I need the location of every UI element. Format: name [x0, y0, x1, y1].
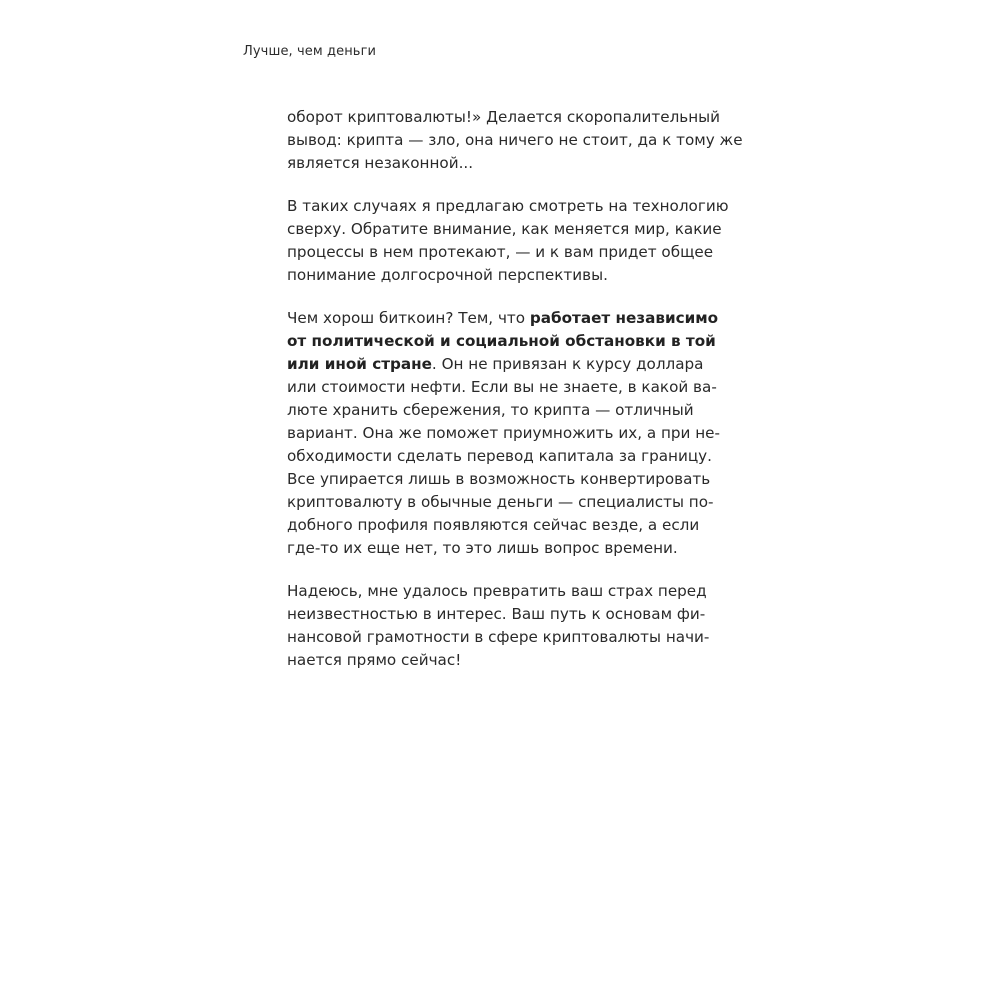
text-run: нансовой грамотности в сфере криптовалюты начи- [287, 628, 710, 646]
text-run: или стоимости нефти. Если вы не знаете, в какой ва- [287, 378, 717, 396]
text-line [287, 445, 742, 468]
text-line [287, 264, 742, 287]
text-line [287, 376, 742, 399]
paragraph [287, 106, 742, 175]
paragraph [287, 307, 742, 560]
text-run: процессы в нем протекают, — и к вам придет общее [287, 243, 714, 261]
bold-text-run: от политической и социальной обстановки в той [287, 332, 716, 350]
text-line [287, 422, 742, 445]
text-line [287, 152, 742, 175]
text-line [287, 491, 742, 514]
text-line [287, 330, 742, 353]
text-line [287, 106, 742, 129]
text-run: понимание долгосрочной перспективы. [287, 266, 608, 284]
text-run: криптовалюту в обычные деньги — специалисты по- [287, 493, 714, 511]
running-header: Лучше, чем деньги [243, 44, 377, 59]
text-run: вариант. Она же поможет приумножить их, а при не- [287, 424, 721, 442]
text-line [287, 580, 742, 603]
text-run: нается прямо сейчас! [287, 651, 462, 669]
text-line [287, 537, 742, 560]
bold-text-run: работает независимо [529, 309, 719, 327]
text-run: где-то их еще нет, то это лишь вопрос времени. [287, 539, 678, 557]
bold-text-run: или иной стране [287, 355, 432, 373]
text-line [287, 649, 742, 672]
text-run: люте хранить сбережения, то крипта — отличный [287, 401, 694, 419]
text-line [287, 218, 742, 241]
body-text [287, 106, 742, 692]
text-run: Надеюсь, мне удалось превратить ваш страх перед [287, 582, 707, 600]
text-run: Все упирается лишь в возможность конвертировать [287, 470, 711, 488]
text-line [287, 514, 742, 537]
text-line [287, 195, 742, 218]
text-line [287, 603, 742, 626]
text-line [287, 468, 742, 491]
text-run: является незаконной... [287, 154, 474, 172]
text-run: оборот криптовалюты!» Делается скоропалительный [287, 108, 721, 126]
text-line [287, 626, 742, 649]
text-line [287, 353, 742, 376]
text-run: неизвестностью в интерес. Ваш путь к основам фи- [287, 605, 706, 623]
text-line [287, 129, 742, 152]
text-run: сверху. Обратите внимание, как меняется мир, какие [287, 220, 722, 238]
text-run: вывод: крипта — зло, она ничего не стоит, да к тому же [287, 131, 743, 149]
text-run: обходимости сделать перевод капитала за границу. [287, 447, 712, 465]
text-run: добного профиля появляются сейчас везде, а если [287, 516, 700, 534]
paragraph [287, 580, 742, 672]
paragraph [287, 195, 742, 287]
text-run: Чем хорош биткоин? Тем, что [287, 309, 530, 327]
text-run: . Он не привязан к курсу доллара [431, 355, 704, 373]
text-line [287, 241, 742, 264]
text-run: В таких случаях я предлагаю смотреть на технологию [287, 197, 729, 215]
text-line [287, 307, 742, 330]
text-line [287, 399, 742, 422]
